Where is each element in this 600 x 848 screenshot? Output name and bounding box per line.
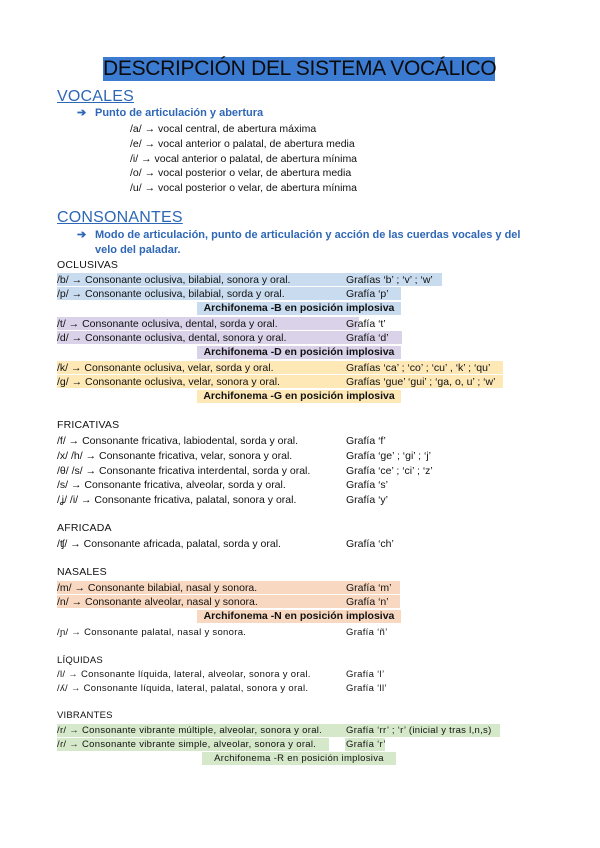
vowel-line: /u/ → vocal posterior o velar, de abertura mínima: [130, 182, 358, 194]
phoneme-description: /ɲ/ → Consonante palatal, nasal y sonora.: [57, 627, 247, 638]
phoneme-grafia: Grafía ‘ge’ ; ‘gi’ ; ‘j’: [346, 450, 431, 462]
category-nasales: NASALES: [57, 566, 107, 578]
category-africada: AFRICADA: [57, 522, 112, 534]
phoneme-grafia: Grafías ‘b’ ; ‘v’ ; ‘w’: [346, 274, 433, 286]
consonantes-subheading-text: Modo de articulación, punto de articulación y acción de las cuerdas vocales y del velo del paladar.: [95, 229, 521, 256]
phoneme-grafia: Grafías ‘gue’ ‘gui’ ; ‘ga, o, u’ ; ‘w’: [346, 376, 496, 388]
arrow-icon: ➔: [77, 107, 87, 119]
phoneme-grafia: Grafía ‘f’: [346, 435, 386, 447]
consonantes-subheading: [77, 228, 527, 258]
phoneme-description: /θ/ /s/ → Consonante fricativa interdental, sorda y oral.: [57, 465, 311, 477]
phoneme-description: /ʝ/ /i/ → Consonante fricativa, palatal, sonora y oral.: [57, 494, 297, 506]
phoneme-description: /r/ → Consonante vibrante múltiple, alveolar, sonora y oral.: [57, 725, 323, 736]
archifonema-label: Archifonema -R en posición implosiva: [202, 752, 396, 765]
phoneme-grafia: Grafía ‘ch’: [346, 538, 394, 550]
category-vibrantes: VIBRANTES: [57, 710, 113, 721]
phoneme-grafia: Grafía ‘rr’ ; ‘r’ (inicial y tras l,n,s): [346, 725, 492, 736]
vocales-subheading: [77, 106, 517, 121]
phoneme-grafia: Grafía ‘y’: [346, 494, 389, 506]
phoneme-description: /x/ /h/ → Consonante fricativa, velar, sonora y oral.: [57, 450, 293, 462]
vowel-line: /a/ → vocal central, de abertura máxima: [130, 123, 317, 135]
page-title: DESCRIPCIÓN DEL SISTEMA VOCÁLICO: [103, 57, 497, 80]
phoneme-description: /ɾ/ → Consonante vibrante simple, alveolar, sonora y oral.: [57, 739, 317, 750]
section-heading-consonantes: CONSONANTES: [57, 209, 183, 226]
category-liquidas: LÍQUIDAS: [57, 655, 103, 666]
phoneme-grafia: Grafía ‘p’: [346, 288, 389, 300]
phoneme-grafia: Grafía ‘l’: [346, 669, 385, 680]
phoneme-description: /ʎ/ → Consonante líquida, lateral, palatal, sonora y oral.: [57, 683, 309, 694]
category-oclusivas: OCLUSIVAS: [57, 259, 119, 271]
phoneme-grafia: Grafía ‘r’: [346, 739, 386, 750]
phoneme-description: /k/ → Consonante oclusiva, velar, sorda y oral.: [57, 362, 274, 374]
phoneme-description: /p/ → Consonante oclusiva, bilabial, sorda y oral.: [57, 288, 285, 300]
archifonema-label: Archifonema -B en posición implosiva: [197, 302, 401, 315]
phoneme-grafia: Grafía ‘t’: [346, 318, 386, 330]
vocales-subheading-text: Punto de articulación y abertura: [95, 107, 264, 119]
phoneme-grafia: Grafías ‘ca’ ; ‘co’ ; ‘cu’ , ‘k’ ; ‘qu’: [346, 362, 491, 374]
phoneme-grafia: Grafía ‘ñ’: [346, 627, 388, 638]
phoneme-description: /ʧ/ → Consonante africada, palatal, sorda y oral.: [57, 538, 281, 550]
phoneme-description: /b/ → Consonante oclusiva, bilabial, sonora y oral.: [57, 274, 291, 286]
archifonema-label: Archifonema -D en posición implosiva: [197, 346, 401, 359]
vowel-line: /o/ → vocal posterior o velar, de abertura media: [130, 167, 352, 179]
vowel-line: /e/ → vocal anterior o palatal, de abertura media: [130, 138, 355, 150]
archifonema-label: Archifonema -G en posición implosiva: [197, 390, 401, 403]
phoneme-grafia: Grafía ‘m’: [346, 582, 392, 594]
vowel-line: /i/ → vocal anterior o palatal, de abertura mínima: [130, 153, 358, 165]
archifonema-label: Archifonema -N en posición implosiva: [197, 610, 401, 623]
phoneme-description: /m/ → Consonante bilabial, nasal y sonora.: [57, 582, 258, 594]
phoneme-description: /n/ → Consonante alveolar, nasal y sonora.: [57, 596, 258, 608]
phoneme-description: /g/ → Consonante oclusiva, velar, sonora y oral.: [57, 376, 280, 388]
phoneme-grafia: Grafía ‘s’: [346, 479, 389, 491]
phoneme-description: /t/ → Consonante oclusiva, dental, sorda y oral.: [57, 318, 278, 330]
phoneme-grafia: Grafía ‘ce’ ; ‘ci’ ; ‘z’: [346, 465, 433, 477]
category-fricativas: FRICATIVAS: [57, 419, 120, 431]
phoneme-grafia: Grafía ‘n’: [346, 596, 389, 608]
phoneme-description: /s/ → Consonante fricativa, alveolar, sorda y oral.: [57, 479, 286, 491]
phoneme-grafia: Grafía ‘d’: [346, 332, 389, 344]
phoneme-description: /f/ → Consonante fricativa, labiodental, sorda y oral.: [57, 435, 299, 447]
phoneme-grafia: Grafía ‘ll’: [346, 683, 387, 694]
arrow-icon: ➔: [77, 229, 87, 241]
phoneme-description: /d/ → Consonante oclusiva, dental, sonora y oral.: [57, 332, 287, 344]
section-heading-vocales: VOCALES: [57, 88, 134, 105]
phoneme-description: /l/ → Consonante líquida, lateral, alveolar, sonora y oral.: [57, 669, 311, 680]
